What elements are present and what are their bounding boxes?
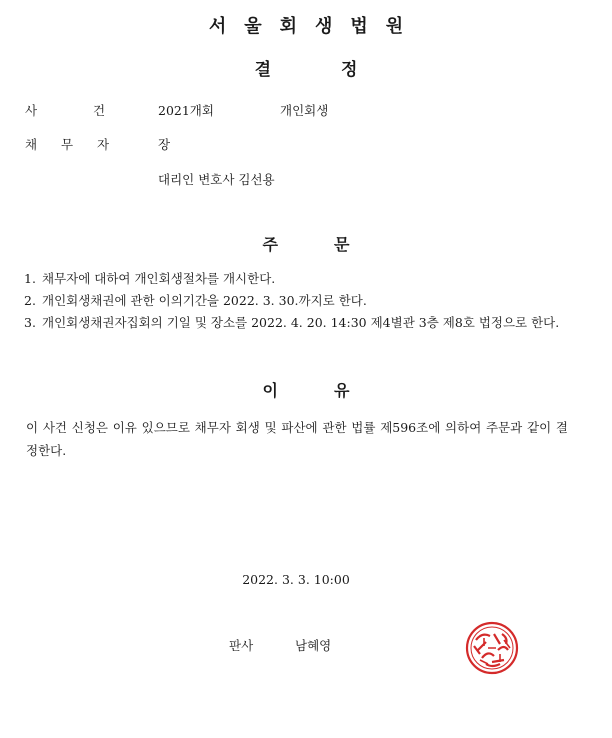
court-seal-icon (464, 620, 520, 676)
debtor-label-char: 채 (25, 137, 38, 152)
reason-heading-right: 유 (334, 381, 350, 400)
debtor-label (25, 135, 133, 153)
order-item-number: 2. (24, 293, 36, 308)
order-item (24, 290, 572, 312)
reason-heading (0, 378, 612, 401)
decision-date: 2022. 3. 3. 10:00 (242, 572, 350, 587)
judge-title: 판사 (229, 638, 254, 653)
debtor-label-char: 자 (97, 137, 110, 152)
order-item-text: 개인회생채권에 관한 이의기간을 2022. 3. 30.까지로 한다. (42, 293, 367, 308)
order-heading (0, 232, 612, 255)
order-item-number: 3. (24, 315, 36, 330)
document-type-right: 정 (341, 60, 358, 80)
case-number: 2021개회 (158, 103, 214, 118)
case-label (25, 101, 129, 119)
document-type-left: 결 (254, 60, 271, 80)
case-type: 개인회생 (280, 103, 329, 118)
court-name: 서울회생법원 (208, 16, 422, 37)
document-type (0, 55, 612, 80)
representative: 대리인 변호사 김선용 (158, 172, 275, 187)
order-item-number: 1. (24, 271, 36, 286)
order-item-text: 채무자에 대하여 개인회생절차를 개시한다. (42, 271, 276, 286)
case-label-char: 사 (25, 103, 38, 118)
order-heading-right: 문 (334, 235, 350, 254)
order-item (24, 312, 572, 334)
reason-heading-left: 이 (262, 381, 278, 400)
order-list (24, 268, 572, 334)
order-item-text: 개인회생채권자집회의 기일 및 장소를 2022. 4. 20. 14:30 제4별관 3층 제8호 법정으로 한다. (42, 315, 560, 330)
order-heading-left: 주 (262, 235, 278, 254)
debtor-name: 장 (158, 137, 171, 152)
reason-text: 이 사건 신청은 이유 있으므로 채무자 회생 및 파산에 관한 법률 제596조에 의하여 주문과 같이 결정한다. (26, 420, 568, 458)
order-item (24, 268, 572, 290)
debtor-label-char: 무 (61, 137, 74, 152)
judge-name: 남혜영 (295, 638, 332, 653)
case-label-char: 건 (93, 103, 106, 118)
